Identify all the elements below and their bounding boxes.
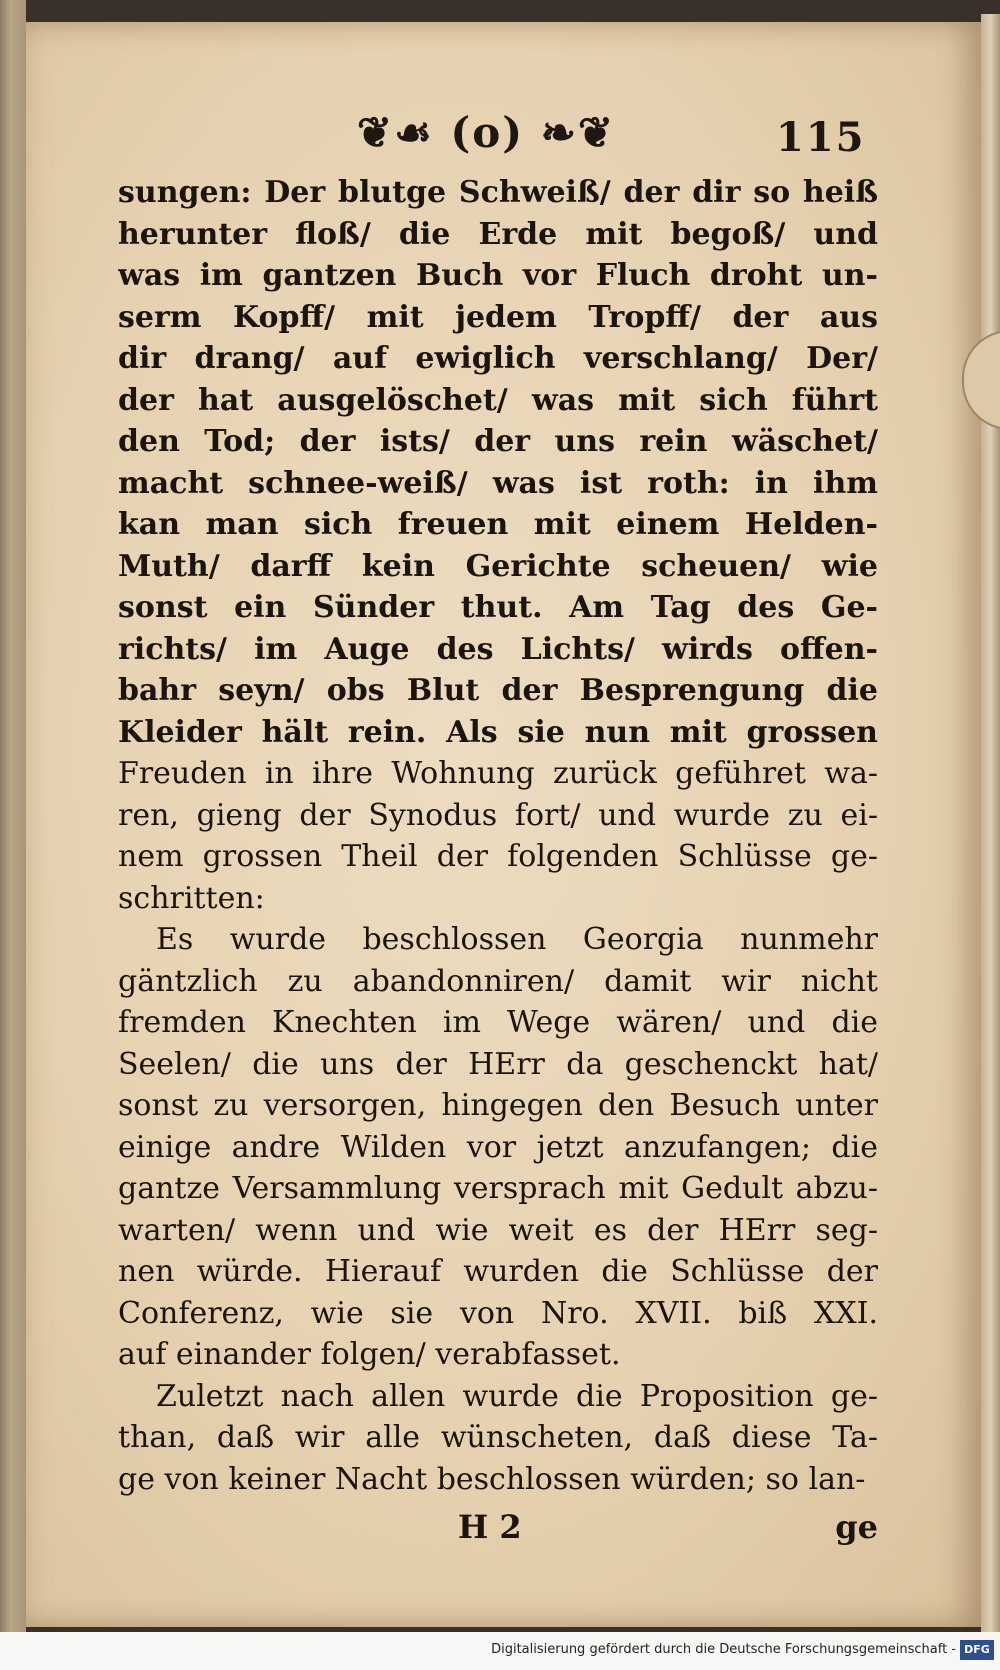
text-line: Conferenz, wie sie von Nro. XVII. biß XXI. <box>118 1295 878 1331</box>
text-line: sonst zu versorgen, hingegen den Besuch unter <box>118 1088 878 1123</box>
text-line: was im gantzen Buch vor Fluch droht un- <box>118 258 878 293</box>
catchword: ge <box>835 1508 878 1546</box>
text-line: macht schnee-weiß/ was ist roth: in ihm <box>118 465 878 501</box>
text-line: Seelen/ die uns der HErr da geschenckt hat/ <box>118 1046 878 1082</box>
text-line: Freuden in ihre Wohnung zurück geführet wa- <box>118 756 878 791</box>
book-page <box>26 22 981 1627</box>
text-line: dir drang/ auf ewiglich verschlang/ Der/ <box>118 341 878 376</box>
credit-text: Digitalisierung gefördert durch die Deutsche Forschungsgemeinschaft - <box>491 1642 956 1657</box>
page-footer <box>118 1508 878 1556</box>
text-line: der hat ausgelöschet/ was mit sich führt <box>118 382 878 418</box>
text-line: fremden Knechten im Wege wären/ und die <box>118 1005 878 1040</box>
text-line: Muth/ darff kein Gerichte scheuen/ wie <box>118 548 878 584</box>
text-line: nem grossen Theil der folgenden Schlüsse ge- <box>118 839 878 874</box>
text-line: kan man sich freuen mit einem Helden- <box>118 507 878 542</box>
text-line: herunter floß/ die Erde mit begoß/ und <box>118 216 878 252</box>
text-line: sungen: Der blutge Schweiß/ der dir so heiß <box>118 175 878 210</box>
text-line: serm Kopff/ mit jedem Tropff/ der aus <box>118 299 878 335</box>
text-line: sonst ein Sünder thut. Am Tag des Ge- <box>118 590 878 625</box>
book-spine-edge <box>0 0 26 1632</box>
text-line: bahr seyn/ obs Blut der Besprengung die <box>118 673 878 708</box>
header-ornament: ❦☙ (o) ❧❦ <box>356 108 616 157</box>
body-text <box>118 172 878 1500</box>
text-line: Kleider hält rein. Als sie nun mit grossen <box>118 714 878 750</box>
text-line: Zuletzt nach allen wurde die Proposition ge- <box>156 1378 878 1414</box>
text-line: gantze Versammlung versprach mit Gedult abzu- <box>118 1171 878 1206</box>
text-line: than, daß wir alle wünscheten, daß diese Ta- <box>118 1420 878 1455</box>
page-edge <box>981 14 1000 1632</box>
page-header <box>86 108 886 168</box>
text-line: schritten: <box>118 880 265 916</box>
text-line: einige andre Wilden vor jetzt anzufangen; die <box>118 1129 878 1165</box>
text-line: Es wurde beschlossen Georgia nunmehr <box>156 922 878 957</box>
text-line: warten/ wenn und wie weit es der HErr seg- <box>118 1212 878 1248</box>
dfg-logo: DFG <box>960 1640 994 1660</box>
text-line: den Tod; der ists/ der uns rein wäschet/ <box>118 424 878 459</box>
text-line: nen würde. Hierauf wurden die Schlüsse der <box>118 1254 878 1289</box>
text-line: gäntzlich zu abandonniren/ damit wir nicht <box>118 963 878 999</box>
text-line: richts/ im Auge des Lichts/ wirds offen- <box>118 631 878 667</box>
signature-mark: H 2 <box>458 1508 522 1546</box>
text-line: ren, gieng der Synodus fort/ und wurde zu ei- <box>118 797 878 833</box>
credit-bar <box>0 1632 1000 1670</box>
text-line: ge von keiner Nacht beschlossen würden; so lan- <box>118 1461 866 1497</box>
page-number: 115 <box>776 114 866 161</box>
text-line: auf einander folgen/ verabfasset. <box>118 1337 621 1372</box>
